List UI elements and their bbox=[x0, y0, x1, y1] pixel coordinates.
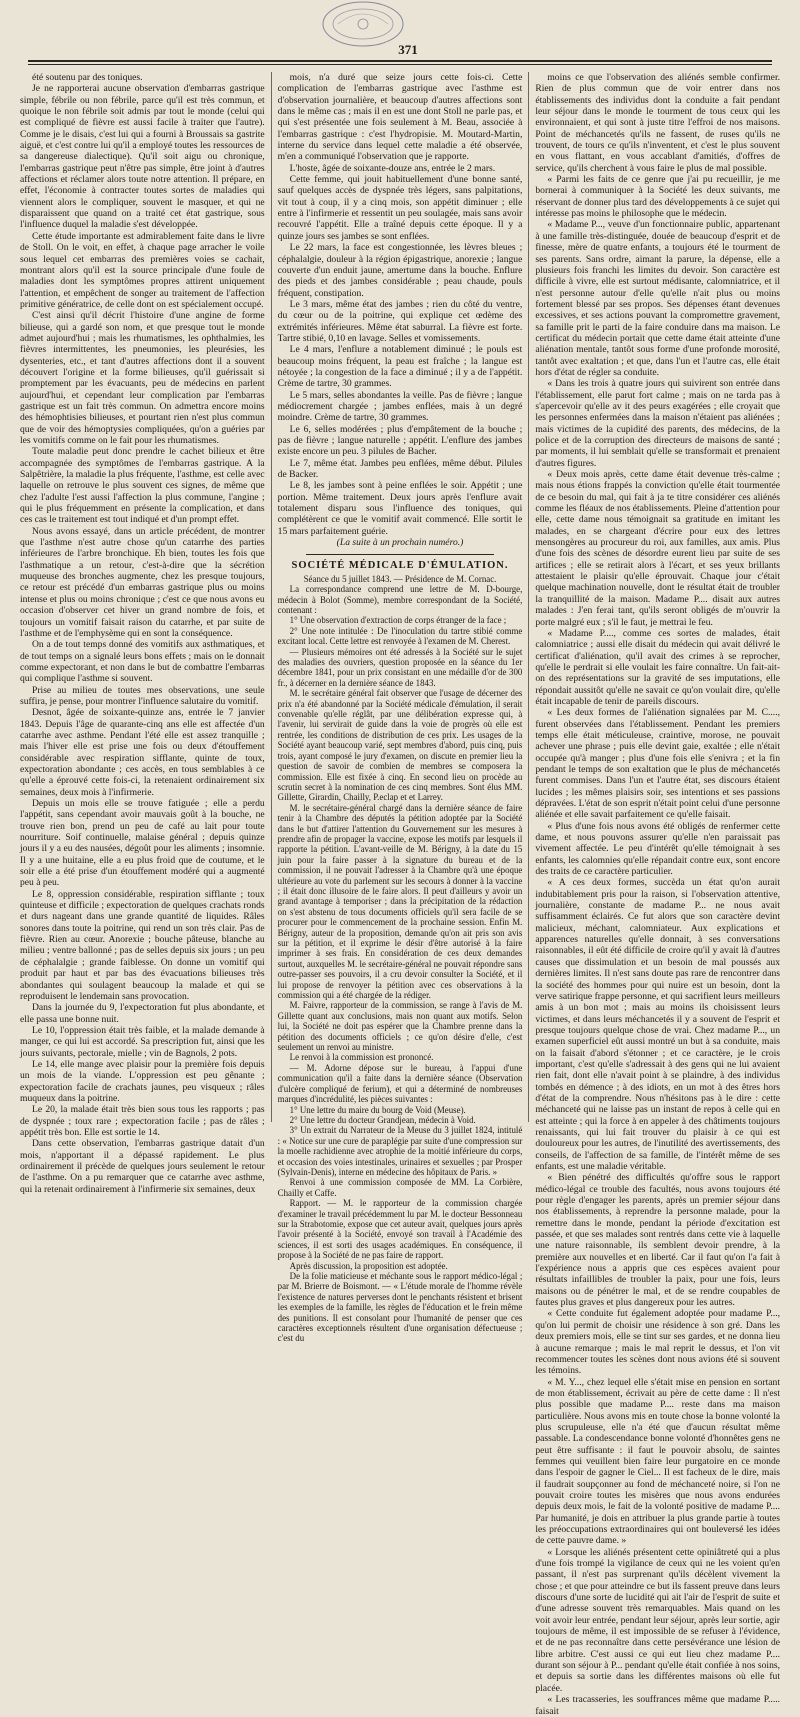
paragraph: « Deux mois après, cette dame était devenue très-calme ; mais nous étions frappés la conviction qu'elle était tourmentée de ce besoin du mal, qui fait à ja te titre considérer ces aliénés comme les fléaux de nos établissements. Pleine d'attention pour elle, cette dame nous témoignait sa gratitude en imitant les malades, en se chargeant d'écrire pour eux des lettres mensongères au procureur du roi, aux familles, aux amis. Plus d'une fois des scènes de désordre eurent lieu par suite de ses artifices ; elle se retirait alors à l'écart, et ses yeux brillants attestaient le plaisir qu'elle éprouvait. Chaque jour c'était quelque machination nouvelle, dont le résultat était de troubler la tranquillité de la maison. Madame P.... disait aux autres malades : J'en ferai tant, qu'ils seront obligés de m'ouvrir la porte malgré eux ; s'il le faut, je mettrai le feu. bbox=[535, 469, 781, 628]
paragraph: Le 6, selles modérées ; plus d'empâtement de la bouche ; pas de fièvre ; langue naturelle ; appétit. L'enflure des jambes existe encore un peu. 3 pilules de Bacher. bbox=[277, 423, 523, 458]
column-right bbox=[528, 72, 786, 1717]
paragraph: Renvoi à une commission composée de MM. La Corbière, Chailly et Caffe. bbox=[277, 1177, 523, 1198]
paragraph: — Plusieurs mémoires ont été adressés à la Société sur le sujet des maladies des ouvriers, question proposée en la séance du 1er décembre 1841, pour un prix consistant en une médaille d'or de 300 fr., à décerner en la dernière séance de 1843. bbox=[277, 646, 523, 688]
text-columns bbox=[14, 72, 786, 1717]
paragraph: Le 3 mars, même état des jambes ; rien du côté du ventre, du cœur ou de la poitrine, qui explique cet œdème des extrémités inférieures. Même état saburral. La fièvre est forte. Tartre stibié, 0,10 en lavage. Selles et vomissements. bbox=[277, 298, 523, 344]
paragraph: 2° Une note intitulée : De l'inoculation du tartre stibié comme excitant local. Cette lettre est renvoyée à l'examen de M. Cherest. bbox=[277, 625, 523, 647]
continued-note: (La suite à un prochain numéro.) bbox=[336, 537, 464, 549]
paragraph: Cette étude importante est admirablement faite dans le livre de Stoll. On le voit, en effet, à chaque page arracher le voile sous lequel cet embarras des premières voies se cachait, montrant alors qu'il est la source principale d'une foule de maladies dont les symptômes propres attirent uniquement l'attention, et empêchent de songer au traitement de l'affection primitive génératrice, de celle dont on est spécialement occupé. bbox=[20, 230, 265, 310]
paragraph: Le 14, elle mange avec plaisir pour la première fois depuis un mois de la viande. L'oppression est peu gênante ; expectoration facile de crachats jaunes, peu visqueux ; râles muqueux dans la poitrine. bbox=[20, 1058, 265, 1104]
paragraph: 3° Un extrait du Narrateur de la Meuse du 3 juillet 1824, intitulé : « Notice sur une cure de paraplégie par suite d'une compression sur la moelle rachidienne avec atrophie de la moitié inférieure du corps, et occasion des voies intestinales, urinaires et sexuelles ; par Prosper (Sylvain-Denis), interne en médecine des hôpitaux de Paris. » bbox=[277, 1125, 523, 1177]
paragraph: Le 22 mars, la face est congestionnée, les lèvres bleues ; céphalalgie, douleur à la région épigastrique, anorexie ; langue couverte d'un enduit jaune, amertume dans la bouche. Enflure des pieds et des jambes considérable ; peau chaude, pouls fréquent, constipation. bbox=[277, 242, 523, 299]
column-middle bbox=[271, 72, 529, 1344]
section-rule bbox=[306, 554, 495, 555]
paragraph: De la folie maticieuse et méchante sous le rapport médico-légal ; par M. Brierre de Boismont. — « L'étude morale de l'homme révèle l'existence de natures perverses dont le penchants résistent et brisent les exemples de la famille, les règles de l'éducation et le frein même des punitions. Il est consolant pour l'humanité de penser que ces caractères exceptionnels résultent d'une organisation défectueuse ; c'est du bbox=[277, 1271, 523, 1344]
paragraph: M. le secrétaire-général chargé dans la dernière séance de faire tenir à la Chambre des députés la pétition adoptée par la Société dans le but d'attirer l'attention du Gouvernement sur les mesures à prendre afin de propager la vaccine, expose les motifs par lesquels il rapporte la pétition. L'avant-veille de M. Bérigny, à la date du 15 juin pour la faire passer à la signature du bureau et de la commission, il ne pouvait l'adresser à la Chambre qu'à une époque ultérieure au vote du parlement sur les secours à donner à la vaccine ; il était donc illusoire de le faire alors. Il peut d'ailleurs y avoir un grand avantage à temporiser ; dans la précipitation de la rédaction on s'est abstenu de tous documents officiels qu'il sera facile de se procurer pour le commencement de la prochaine session. Enfin M. Bérigny, auteur de la proposition, demande qu'on ait pris son avis sur la pétition, et il exprime le désir d'être autorisé à la faire imprimer à ses frais. En considération de ces deux demandes surtout, auxquelles M. le secrétaire-général ne pouvait répondre sans outre-passer ses pouvoirs, il a cru devoir consulter la Société, et il lui propose de renvoyer la pétition avec ces observations à la commission qui a été chargée de la rédiger. bbox=[277, 802, 523, 1001]
paragraph: Le 10, l'oppression était très faible, et la malade demande à manger, ce qui lui est accordé. Sa prescription fut, ainsi que les jours suivants, pectorale, mielle ; vin de Bagnols, 2 pots. bbox=[20, 1024, 265, 1059]
paragraph: 2° Une lettre du docteur Grandjean, médecin à Void. bbox=[289, 1114, 476, 1125]
paragraph: On a de tout temps donné des vomitifs aux asthmatiques, et de tout temps on a signalé leurs bons effets ; mais on le donnait comme expectorant, et non dans le but de combattre l'embarras qui complique l'asthme si souvent. bbox=[20, 639, 265, 685]
paragraph: Toute maladie peut donc prendre le cachet bilieux et être accompagnée des symptômes de l'embarras gastrique. A la Salpêtrière, la maladie la plus fréquente, l'asthme, est celle avec laquelle on retrouve le plus souvent ces signes, de même que chez l'adulte l'est aussi l'affection la plus commune, l'angine ; qui le plus fréquemment en présente la complication, et dans ces cas le traitement est tout indiqué et d'un prompt effet. bbox=[20, 446, 265, 526]
column-left bbox=[14, 72, 271, 1195]
paragraph: Le renvoi à la commission est prononcé. bbox=[289, 1052, 434, 1063]
paragraph: Prise au milieu de toutes mes observations, une seule suffira, je pense, pour montrer l'influence salutaire du vomitif. bbox=[20, 684, 265, 707]
paragraph: mois, n'a duré que seize jours cette fois-ci. Cette complication de l'embarras gastrique avec l'asthme est d'observation journalière, et beaucoup d'autres affections sont dans le même cas ; mais il en est une dont Stoll ne parle pas, et qui s'est présentée une fois seulement à M. Beau, associée à l'embarras gastrique : c'est l'hydropisie. M. Moutard-Martin, interne du service dans lequel cette maladie a été observée, m'en a communiqué l'observation que je rapporte. bbox=[277, 72, 523, 163]
paragraph: « Les tracasseries, les souffrances même que madame P..... faisait bbox=[535, 1694, 781, 1717]
paragraph: moins ce que l'observation des aliénés semble confirmer. Rien de plus commun que de voir entrer dans nos établissements des individus dont la conduite a fait pendant leur séjour dans le monde le tourment de tous ceux qui les environnaient, et qui sont à juste titre l'effroi de nos maisons. Point de méchancetés qu'ils ne fassent, de ruses qu'ils ne trouvent, de tours ce qu'ils n'inventent, et c'est le plus souvent en vous flattant, en vous accablant d'amitiés, d'offres de service, qu'ils cherchent à vous faire le plus de mal possible. bbox=[535, 72, 781, 174]
paragraph: C'est ainsi qu'il décrit l'histoire d'une angine de forme bilieuse, qui a gardé son nom, et que presque tout le monde admet aujourd'hui ; mais les rhumatismes, les ophthalmies, les fièvres intermittentes, les pneumonies, les pleurésies, les dysenteries, etc., et tant d'autres affections dont il a souvent découvert l'origine et la forme bilieuses, qu'il guérissait si promptement par les évacuants, peu de médecins en parlent aujourd'hui, et cependant leur complication par l'embarras gastrique est un fait très commun. On admettra encore moins des hémophtisies bilieuses, et pourtant rien n'est plus commun que de voir des hémoptysies compliquées, qu'on a guéries par les vomitifs comme on le fait pour les rhumatismes. bbox=[20, 310, 265, 446]
paragraph: 1° Une observation d'extraction de corps étranger de la face ; bbox=[289, 615, 507, 626]
page-number: 371 bbox=[386, 42, 430, 58]
paragraph: « Lorsque les aliénés présentent cette opiniâtreté qui a plus d'une fois trompé la vigilance de ceux qui ne les voient qu'en passant, il n'est pas surprenant qu'ils décèlent vivement la chose ; et que pour atteindre ce but ils fassent preuve dans leurs discours d'une sorte de lucidité qui ait l'air de l'esprit de suite et d'une adresse souvent très remarquables. Mais quand on les voit avoir leur entrée, pendant leur séjour, après leur sortie, agir toujours de même, il est impossible de se refuser à l'évidence, et de ne pas reconnaître dans cette persévérance une lésion de libre arbitre. C'est aussi ce qui eut lieu chez madame P.... durant son séjour à P... pendant qu'elle était confiée à nos soins, et depuis sa sortie dans les différentes maisons où elle fut placée. bbox=[535, 1546, 781, 1694]
paragraph: « Parmi les faits de ce genre que j'ai pu recueillir, je me bornerai à communiquer à la Société les deux suivants, me réservant de donner plus tard des développements à ce sujet qui intéresse pas moins le philosophe que le médecin. bbox=[535, 174, 781, 220]
paragraph: Le 20, la malade était très bien sous tous les rapports ; pas de dyspnée ; toux rare ; expectoration facile ; pas de râles ; appétit très bon. Elle est sortie le 14. bbox=[20, 1104, 265, 1138]
meeting-info: Séance du 5 juillet 1843. — Présidence de M. Cornac. bbox=[303, 573, 497, 584]
paragraph: L'hoste, âgée de soixante-douze ans, entrée le 2 mars. bbox=[289, 162, 496, 174]
paragraph: Dans cette observation, l'embarras gastrique datait d'un mois, n'apportant il a dépassé rapidement. Le plus ordinairement il précède de quelques jours seulement le retour de l'asthme. On a pu remarquer que ce catarrhe avec asthme, qui la retenait ordinairement à l'infirmerie six semaines, deux bbox=[20, 1138, 265, 1195]
paragraph: 1° Une lettre du maire du bourg de Void (Meuse). bbox=[289, 1104, 466, 1115]
paragraph: « M. Y..., chez lequel elle s'était mise en pension en sortant de mon établissement, écrivait au père de cette dame : Il n'est plus possible que madame P.... reste dans ma maison particulière. Nous avons mis en toute chose la bonne volonté la plus scrupuleuse, elle n'a été que d'aucun résultat même passable. La condescendance bonne volonté d'honnêtes gens ne peut être suffisante : il faut le pouvoir absolu, de saintes femmes qui veuillent bien faire leur purgatoire en ce monde dans l'espoir de gagner le Ciel... Il est facheux de le dire, mais il faudrait soupçonner au fond de méchanceté noire, si l'on ne pouvait croire toutes les misères que nous avons endurées depuis deux mois, le fait de la volonté positive de madame P.... Par humanité, je dois en attribuer la plus grande partie à toutes les préoccupations extraordinaires qui ont bouleversé les idées de cette pauvre dame. » bbox=[535, 1376, 781, 1547]
paragraph: été soutenu par des toniques. bbox=[32, 72, 143, 83]
paragraph: « Plus d'une fois nous avons été obligés de renfermer cette dame, et nous pouvons assurer qu'elle n'en paraissait pas vivement affectée. Le peu d'intérêt qu'elle témoignait à ses enfants, les calomnies qu'elle répandait contre eux, sont encore des traits de ce caractère particulier. bbox=[535, 820, 781, 878]
paragraph: Depuis un mois elle se trouve fatiguée ; elle a perdu l'appétit, sans cependant avoir mauvais goût à la bouche, ne trouve rien bon, prend un peu de café au lait pour toute nourriture. Soif continuelle, malaise général ; depuis quinze jours il y a eu des nausées, dégoût pour les aliments ; insomnie. Il y a une huitaine, elle a eu plus froid que de coutume, et le soir elle a été prise d'un étouffement modéré qui a augmenté peu à peu. bbox=[20, 798, 265, 889]
paragraph: « Bien pénétré des difficultés qu'offre sous le rapport médico-légal ce trouble des facultés, nous avons toujours été pour règle d'engager les parents, après un premier séjour dans nos établissements, à reprendre la personne malade, pour la remettre dans le monde, pendant la période d'excitation est passée, et que ses malades sont rentrés dans cette vie à laquelle une nature raisonnable, ils semblent devoir prendre, à la première aux nouvelles et en liberté. Car il faut qu'on l'a fait à l'expérience nous a appris que ces espèces avaient pour résultats infaillibles de troubler la paix, pour une fois, leurs maisons ou de pénétrer le mal, et de se rendre coupables de fautes plus graves et plus dangereux pour les autres. bbox=[535, 1172, 781, 1309]
paragraph: M. le secrétaire général fait observer que l'usage de décerner des prix n'a été abandonné par la Société médicale d'émulation, il serait convenable qu'elle réglât, par une délibération expresse qui, à l'avenir, lui servirait de guide dans la voie de progrès où elle est rentrée, les conditions de distribution de ces prix. Les usages de la Société ayant beaucoup varié, sept membres d'abord, puis cinq, puis trois, ayant composé le jury d'examen, on discute en premier lieu la question de savoir de combien de membres se composera la commission. Elle est fixée à cinq. En second lieu on procède au scrutin secret à la nomination de ces cinq membres. Sont élus MM. Gillette, Girardin, Chailly, P.eclap et et Larrey. bbox=[277, 688, 523, 803]
paragraph: « A ces deux formes, succèda un état qu'on aurait indubitablement pris pour la raison, si l'observation attentive, journalière, constante de madame P... ne nous avait suffisamment éclairés. Ce fut alors que son caractère devint malicieux, méchant, calomniateur. Aux explications et apparences naturelles qu'elle donnait, à ses conversations raisonnables, il eût été difficile de croire qu'il y avait là d'autres causes que dissimulation et un besoin de mal poussés aux dernières limites. Il n'est sans doute pas rare de rencontrer dans la société des hommes pour qui nuire est un besoin, dont la verve satirique frappe personne, et qui sacrifient leurs meilleurs amis à un bon mot ; mais au moins ils choisissent leurs victimes, et dans leurs méchancetés il y a souvent de l'esprit et presque toujours quelque chose de vrai. Chez madame P..., un examen superficiel eût aussi montré un but à sa conduite, mais on la faisait d'abord s'étonner ; et ce caractère, je le crois important, c'est qu'elle s'adressait à des gens qui ne lui avaient rien fait, dont elle n'avait point à se plaindre, à des individus tombés en démence ; à des idiots, en un mot à des êtres hors d'état de la comprendre. Nous n'hésitons pas à le dire : cette méchanceté qui ne laisse pas un instant de repos à celle qui en est atteinte ; qui la force à en appeler à des châtiments toujours renaissants, qui lui fait trouver du plaisir à ce qui est douloureux pour les autres, de l'inutilité des avertissements, des conseils, de l'affection de sa famille, de l'intérêt même de ses enfants, est une maladie véritable. bbox=[535, 877, 781, 1172]
paragraph: Le 5 mars, selles abondantes la veille. Pas de fièvre ; langue médiocrement chargée ; jambes enflées, mais à un degré moindre. Crème de tartre, 30 grammes. bbox=[277, 389, 523, 424]
paragraph: Le 7, même état. Jambes peu enflées, même début. Pilules de Backer. bbox=[277, 457, 523, 481]
header-rule bbox=[28, 60, 772, 62]
paragraph: Après discussion, la proposition est adoptée. bbox=[289, 1260, 448, 1271]
section-title: SOCIÉTÉ MÉDICALE D'ÉMULATION. bbox=[291, 560, 509, 572]
paragraph: Nous avons essayé, dans un article précédent, de montrer que l'asthme n'est autre chose qu'un catarrhe des parties inférieures de l'arbre bronchique. Eh bien, toutes les fois que l'asthmatique a un retour, c'est-à-dire que la sécrétion muqueuse des bronches augmente, chez les presque toujours, ce retour est précédé d'un embarras gastrique plus ou moins intense et plus ou moins chronique ; c'est ce que nous avons eu occasion d'observer cet hiver un grand nombre de fois, et toujours un vomitif faisait raison du catarrhe, et par suite de l'asthme et de l'emphysème qui en sont la conséquence. bbox=[20, 525, 265, 639]
header-rule-thin bbox=[28, 64, 772, 65]
paragraph: « Dans les trois à quatre jours qui suivirent son entrée dans l'établissement, elle parut fort calme ; mais on ne tarda pas à s'apercevoir qu'elle av it des peurs exagérées ; elle croyait que les personnes enfermées dans la maison n'étaient pas aliénées ; mais victimes de la cupidité des parents, des médecins, de la police et de la corruption des directeurs de maisons de santé ; par moments, il lui semblait qu'elle se transformait et prenaient d'autres figures. bbox=[535, 378, 781, 469]
paragraph: Je ne rapporterai aucune observation d'embarras gastrique simple, fébrile ou non fébrile, parce qu'il est très commun, et quoique le non fébrile soit admis par tout le monde (celui qui est compliqué de fièvre est aussi facile à traiter que l'autre). Comme je le disais, c'est lui qui a fourni à Broussais sa gastrite aiguë, et c'est contre lui qu'il a employé toutes les ressources de sa dangereuse dialectique). Qu'il soit aigu ou chronique, l'embarras gastrique peut n'être pas simple, être joint à d'autres affections et réclamer alors toute notre attention. Il prépare, en effet, l'économie à contracter toutes sortes de maladies qui viennent alors le compliquer, souvent le masquer, et qui ne disparaissent que quand on a traité cet état gastrique, sous l'influence duquel la maladie s'est développée. bbox=[20, 83, 265, 231]
paragraph: Le 4 mars, l'enflure a notablement diminué ; le pouls est beaucoup moins fréquent, la peau est fraîche ; la langue est nétoyée ; la congestion de la face a diminué ; il y a de l'appétit. Crème de tartre, 30 grammes. bbox=[277, 344, 523, 390]
paragraph: La correspondance comprend une lettre de M. D-bourge, médecin à Bolot (Somme), membre correspondant de la Société, contenant : bbox=[277, 584, 523, 615]
paragraph: Le 8, les jambes sont à peine enflées le soir. Appétit ; une portion. Même traitement. Deux jours après l'enflure avait totalement disparu sous l'influence des toniques, qui complétèrent ce que le vomitif avait commencé. Elle sortit le 15 mars parfaitement guérie. bbox=[277, 480, 523, 537]
paragraph: « Les deux formes de l'aliénation signalées par M. C...., furent observées dans l'établissement. Pendant les premiers temps elle était méticuleuse, craintive, morose, ne pouvait achever une phrase ; puis elle devint gaie, exaltée ; elle n'était occupée qu'à manger ; plus d'une fois elle s'enivra ; et la fin pendant le temps de son exaltation que le plus de méchancetés furent commises. Dans l'un et l'autre état, ses discours étaient lucides ; les mêmes plaisirs soir, ses intentions et ses passions dépravées. L'état de son esprit n'était point celui d'une personne aliénée et elle savait parfaitement ce qu'elle faisait. bbox=[535, 707, 781, 821]
paragraph: Cette femme, qui jouit habituellement d'une bonne santé, sauf quelques accès de dyspnée très légers, sans palpitations, vit tout à coup, il y a cinq mois, son appétit diminuer ; elle entre à l'infirmerie et ressentit un peu soulagée, mais sans avoir recouvré l'appétit. Elle a traîné depuis cette époque. Il y a quinze jours ses jambes se sont enflées. bbox=[277, 174, 523, 242]
paragraph: Le 8, oppression considérable, respiration sifflante ; toux quinteuse et difficile ; expectoration de quelques crachats ronds et durs nageant dans une grande quantité de liquides. Râles sonores dans toute la poitrine, qui rend un son très clair. Pas de fièvre. Rien au cœur. Anorexie ; bouche pâteuse, blanche au milieu ; ventre ballonné ; pas de selles depuis six jours ; un peu de céphalalgie ; grande faiblesse. On donne un vomitif qui produit par haut et par bas des évacuations bilieuses très abondantes qui soulagent beaucoup la malade et qui se reproduisent le lendemain sans provocation. bbox=[20, 888, 265, 1002]
paragraph: M. Faivre, rapporteur de la commission, se range à l'avis de M. Gillette quant aux conclusions, mais non quant aux motifs. Selon lui, la Société ne doit pas espérer que la Chambre prenne dans la pétition des documents officiels ; ce qu'on désire d'elle, c'est seulement un renvoi au ministre. bbox=[277, 1000, 523, 1053]
paragraph: « Cette conduite fut également adoptée pour madame P..., qu'on lui permit de choisir une résidence à son gré. Dans les deux premiers mois, elle se tint sur ses gardes, et ne donna lieu à aucune remarque ; mais le mal reprit le dessus, et l'on vit recommencer toutes les scènes dont nous avions été si souvent les témoins. bbox=[535, 1308, 781, 1377]
paragraph: — M. Adorne dépose sur le bureau, à l'appui d'une communication qu'il a faite dans la dernière séance (Observation d'ulcère compliqué de ferium), et qui a déterminé de nombreuses marques d'incrédulité, les pièces suivantes : bbox=[277, 1062, 523, 1105]
paragraph: Dans la journée du 9, l'expectoration fut plus abondante, et elle passa une bonne nuit. bbox=[20, 1002, 265, 1025]
paragraph: Desnot, âgée de soixante-quinze ans, entrée le 7 janvier 1843. Depuis l'âge de quarante-cinq ans elle est affectée d'un catarrhe avec asthme. Pendant l'été elle est assez tranquille ; mais l'hiver elle est prise une fois ou deux d'étouffement considérable avec respiration sifflante, quinte de toux, expectoration abondante ; ces accès, en tous semblables à ce qu'elle a éprouvé cette fois-ci, la retenaient ordinairement six semaines, deux mois à l'infirmerie. bbox=[20, 707, 265, 798]
masthead bbox=[14, 0, 786, 72]
paragraph: « Madame P..., veuve d'un fonctionnaire public, appartenant à une famille très-distinguée, douée de beaucoup d'esprit et de finesse, mère de quatre enfants, a toujours été le tourment de ses parents. Sans ordre, aimant la parure, la dépense, elle a plusieurs fois franchi les limites du devoir. Son caractère est difficile à vivre, elle est surtout médisante, calomniatrice, et il n'est personne autour d'elle qu'elle n'ait plus ou moins fortement blessé par ses propos. Ses dépenses étant devenues excessives, et ses actions pouvant la compromettre gravement, sa famille prit le parti de la faire conduire dans ma maison. Le certificat du médecin portait que cette dame était atteinte d'une aliénation mentale, tantôt sous forme d'une profonde morosité, tantôt avec exaltation ; et que, dans l'un et l'autre cas, elle était hors d'état de régler sa conduite. bbox=[535, 219, 781, 378]
paragraph: Rapport. — M. le rapporteur de la commission chargée d'examiner le travail précédemment lu par M. le docteur Bessonneau sur la Strabotomie, expose que cet auteur avait, quelques jours après l'avoir présenté à la Société, envoyé son travail à l'Académie des sciences, il est sorti des usages académiques. En conséquence, il propose à la Société de ne pas faire de rapport. bbox=[277, 1198, 523, 1261]
paragraph: « Madame P...., comme ces sortes de malades, était calomniatrice ; aussi elle disait du médecin qui avait délivré le certificat d'aliénation, qu'il avait des crimes à se reprocher, qu'elle le perdrait si elle voulait les faire connaître. Un fait-ait-on des représentations sur la gravité de ses imputations, elle répondait aussitôt qu'elle ne savait ce qu'on voulait dire, qu'elle était incapable de tenir de pareils discours. bbox=[535, 627, 781, 707]
